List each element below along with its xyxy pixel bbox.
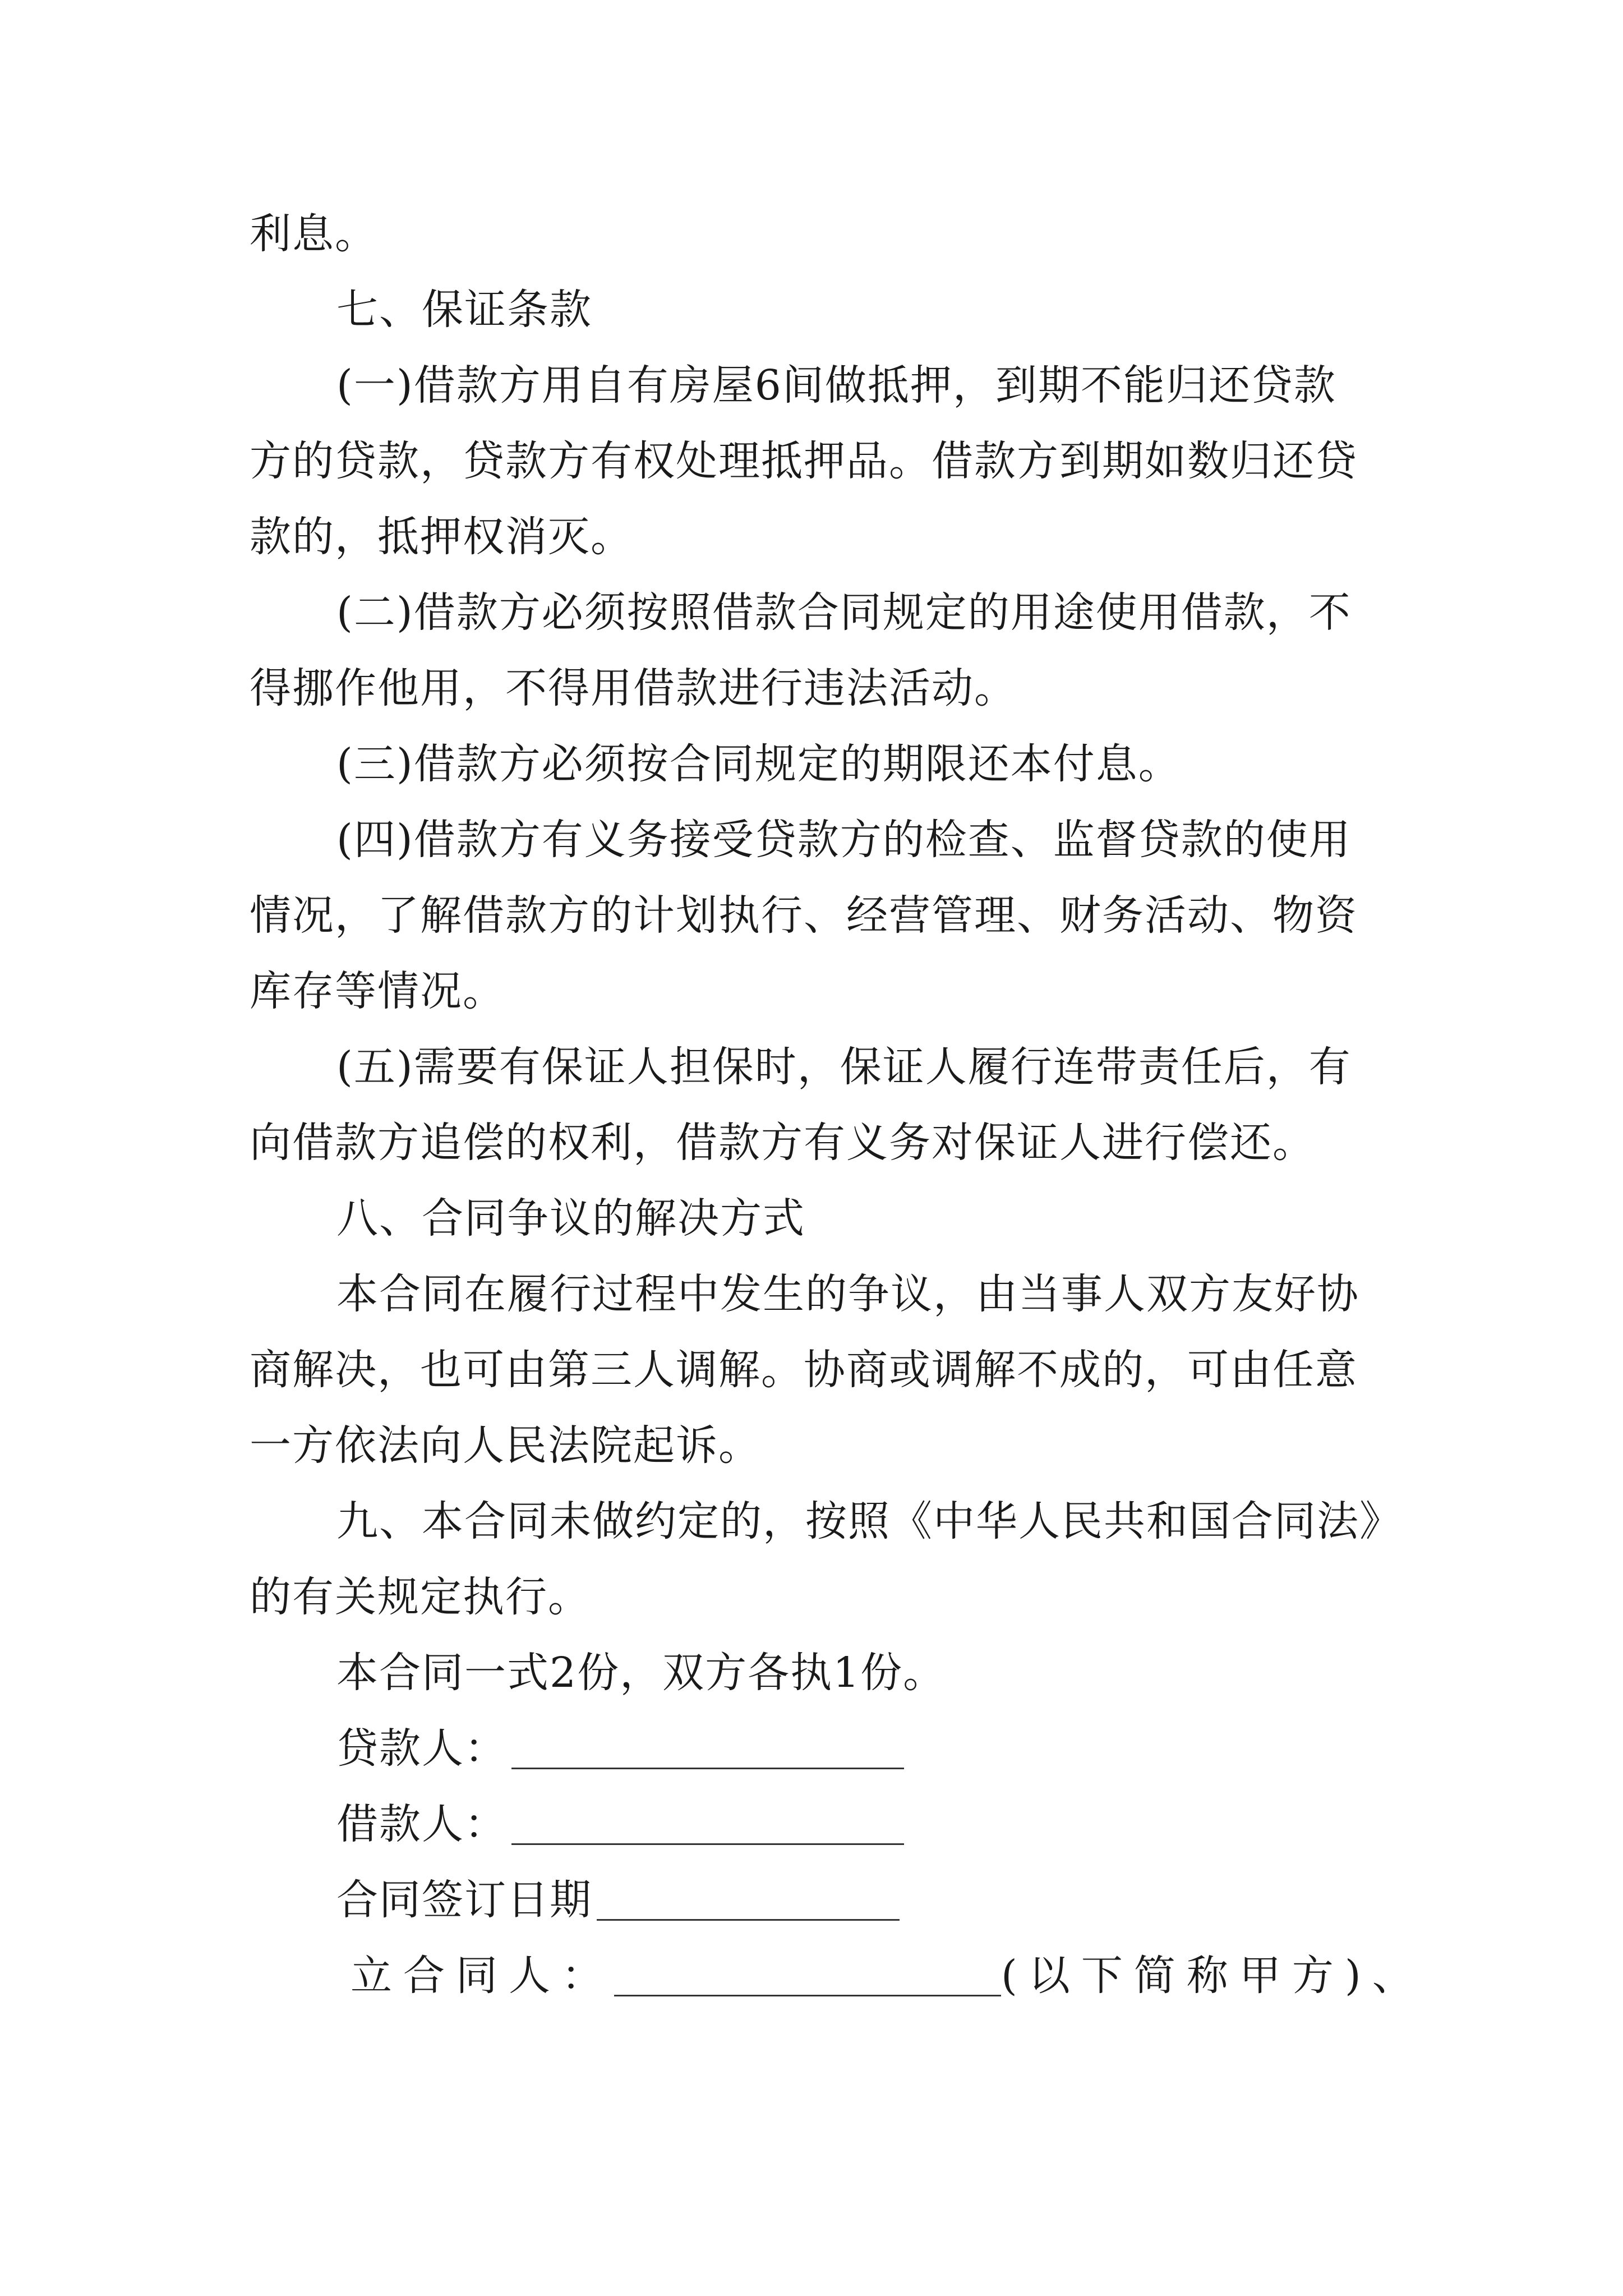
text-line: (一)借款方用自有房屋6间做抵押，到期不能归还贷款 [336, 361, 1336, 409]
text-line: (三)借款方必须按合同规定的期限还本付息。 [336, 740, 1181, 788]
contract-date-label: 合同签订日期 [336, 1876, 592, 1924]
text-line: 得挪作他用，不得用借款进行违法活动。 [250, 664, 1017, 712]
party-suffix: (以下简称甲方)、 [1001, 1952, 1425, 2000]
text-line: 库存等情况。 [250, 967, 505, 1015]
text-line: 向借款方追偿的权利，借款方有义务对保证人进行偿还。 [250, 1119, 1315, 1167]
text-line: 情况，了解借款方的计划执行、经营管理、财务活动、物资 [250, 891, 1358, 940]
section-heading: 八、合同争议的解决方式 [336, 1194, 805, 1243]
party-label: 立合同人： [351, 1952, 614, 2000]
contract-date-row [336, 1876, 900, 1924]
text-line: 一方依法向人民法院起诉。 [250, 1421, 761, 1470]
text-line: 款的，抵押权消灭。 [250, 513, 633, 561]
text-line: 本合同在履行过程中发生的争议，由当事人双方友好协 [336, 1270, 1359, 1318]
contract-party-row [351, 1952, 1425, 2000]
section-heading: 九、本合同未做约定的，按照《中华人民共和国合同法》 [336, 1497, 1402, 1545]
text-line: 的有关规定执行。 [250, 1573, 591, 1621]
text-line: 方的贷款，贷款方有权处理抵押品。借款方到期如数归还贷 [250, 437, 1358, 485]
borrower-label: 借款人： [336, 1800, 507, 1848]
lender-signature-blank[interactable] [511, 1729, 904, 1769]
text-line: (五)需要有保证人担保时，保证人履行连带责任后，有 [336, 1043, 1352, 1091]
borrower-signature-blank[interactable] [511, 1805, 904, 1845]
text-line: 商解决，也可由第三人调解。协商或调解不成的，可由任意 [250, 1346, 1358, 1394]
text-line: 利息。 [250, 210, 377, 258]
borrower-signature-row [336, 1800, 904, 1848]
text-line: (四)借款方有义务接受贷款方的检查、监督贷款的使用 [336, 816, 1352, 864]
lender-label: 贷款人： [336, 1724, 507, 1773]
lender-signature-row [336, 1724, 904, 1773]
party-name-blank[interactable] [614, 1957, 1001, 1996]
text-line: 本合同一式2份，双方各执1份。 [336, 1649, 946, 1697]
text-line: (二)借款方必须按照借款合同规定的用途使用借款，不 [336, 588, 1352, 637]
contract-date-blank[interactable] [597, 1881, 900, 1921]
section-heading: 七、保证条款 [336, 286, 592, 334]
